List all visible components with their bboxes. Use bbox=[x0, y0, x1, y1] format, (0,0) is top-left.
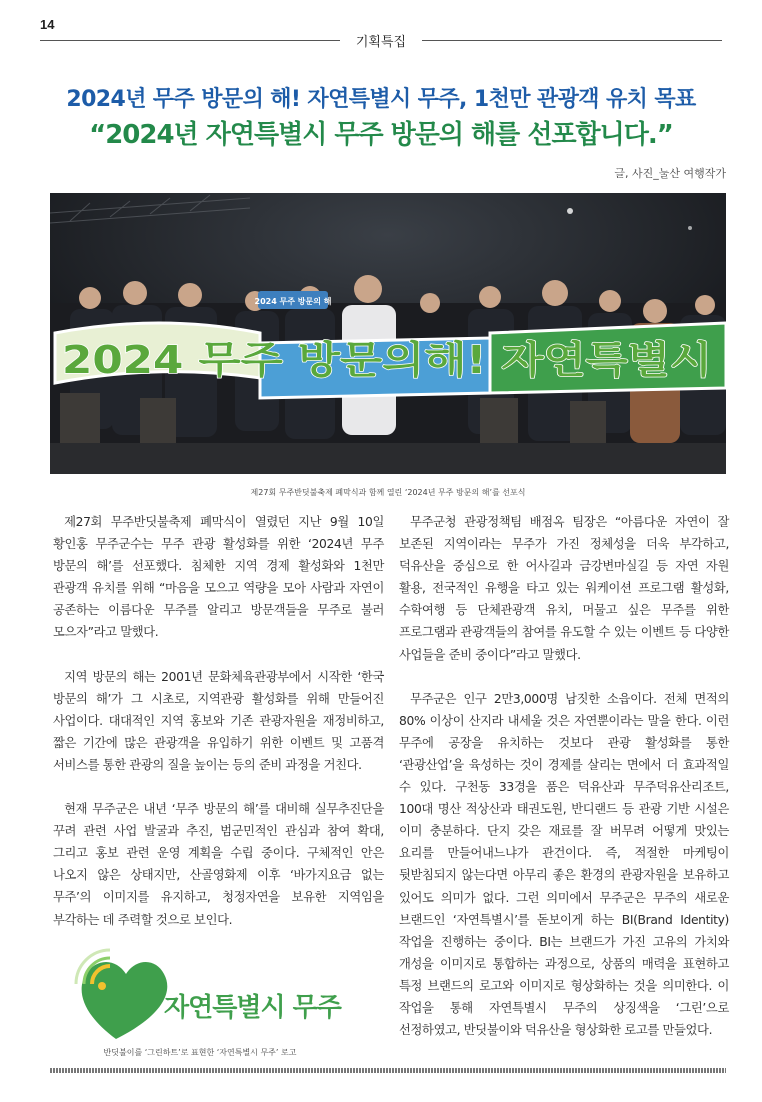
header-rule-left bbox=[40, 40, 340, 41]
article-headline: 2024년 무주 방문의 해! 자연특별시 무주, 1천만 관광객 유치 목표 bbox=[66, 87, 696, 112]
logo-text: 자연특별시 무주 bbox=[164, 993, 341, 1023]
paragraph: 현재 무주군은 내년 ‘무주 방문의 해’를 대비해 실무추진단을 꾸려 관련 사업 발굴과 추진, 범군민적인 관심과 참여 확대, 그리고 홍보 관련 운영 계획을 수립 중이다. 구체적인 안은 나오지 않은 상태지만, 산골영화제 이후 ‘바가지요금 없는 무주’의 이미지를 유지하고, 청정자연을 보유한 지역임을 부각하는 데 주력할 것으로 보인다. bbox=[53, 802, 384, 927]
right-column bbox=[399, 511, 729, 1041]
left-column bbox=[53, 511, 384, 931]
jayeon-teukbyeolsi-logo bbox=[72, 944, 372, 1044]
section-label: 기획특집 bbox=[355, 35, 407, 50]
paragraph: 무주군은 인구 2만3,000명 남짓한 소읍이다. 전체 면적의 80% 이상이 산지라 내세울 것은 자연뿐이라는 말을 한다. 이런 무주에 공장을 유치하는 것보다 관광 활성화를 통한 ‘관광산업’을 육성하는 것이 경제를 살리는 면에서 더 효과적일 수 있다. 구천동 33경을 품은 덕유산과 무주덕유산리조트, 100대 명산 적상산과 태권도원, 반디랜드 등 관광 기반 시설은 이미 충분하다. 단지 갖은 재료를 잘 버무려 어떻게 맛있는 요리를 만들어내느냐가 관건이다. 즉, 적절한 마케팅이 뒷받침되지 않는다면 아무리 좋은 환경의 관광자원을 보유하고 있어도 의미가 없다. 그런 의미에서 무주군은 무주의 새로운 브랜드인 ‘자연특별시’를 돋보이게 하는 BI(Brand Identity) 작업을 진행하는 중이다. BI는 브랜드가 가진 고유의 가치와 개성을 이미지로 통합하는 과정으로, 상품의 매력을 표현하고 특정 브랜드의 로고와 이미지로 형상화하는 것을 의미한다. 이 작업을 통해 자연특별시 무주의 상징색을 ‘그린’으로 선정하였고, 반딧불이와 덕유산을 형상화한 로고를 만들었다. bbox=[399, 691, 729, 1038]
photo-caption: 제27회 무주반딧불축제 폐막식과 함께 열린 ‘2024년 무주 방문의 해’를 선포식 bbox=[250, 488, 526, 497]
footer-rule bbox=[50, 1068, 726, 1073]
ceremony-photo bbox=[50, 193, 726, 474]
paragraph: 제27회 무주반딧불축제 폐막식이 열렸던 지난 9월 10일 황인홍 무주군수는 무주 관광 활성화를 위한 ‘2024년 무주 방문의 해’를 선포했다. 침체한 지역 경제 활성화와 1천만 관광객 유치를 위해 “마음을 모으고 역량을 모아 사람과 자연이 공존하는 이름다운 무주를 알리고 방문객들을 무주로 불러 모으자”라고 말했다. bbox=[53, 515, 384, 640]
header-rule-right bbox=[422, 40, 722, 41]
paragraph: 무주군청 관광정책팀 배점옥 팀장은 “아름다운 자연이 잘 보존된 지역이라는 무주가 가진 정체성을 더욱 부각하고, 덕유산을 중심으로 한 어사길과 금강변마실길 등 자연 자원 활용, 전국적인 유행을 타고 있는 워케이션 프로그램 활성화, 수학여행 등 단체관광객 유치, 머물고 싶은 무주를 위한 프로그램과 관광객들의 참여를 유도할 수 있는 이벤트 등 다양한 사업들을 준비 중이다”라고 말했다. bbox=[399, 515, 729, 662]
photo-banner-text: 2024 무주 방문의 해 bbox=[254, 297, 332, 306]
byline: 글, 사진_눌산 여행작가 bbox=[614, 167, 726, 180]
page-number: 14 bbox=[40, 17, 55, 32]
green-heart-icon bbox=[76, 950, 167, 1039]
article-subheadline: “2024년 자연특별시 무주 방문의 해를 선포합니다.” bbox=[89, 120, 673, 150]
paragraph: 지역 방문의 해는 2001년 문화체육관광부에서 시작한 ‘한국 방문의 해’가 그 시초로, 지역관광 활성화를 위해 만들어진 사업이다. 대대적인 지역 홍보와 기존 관광자원을 재정비하고, 짧은 기간에 많은 관광객을 유입하기 위한 이벤트 및 고품격 서비스를 통한 관광의 질을 높이는 등의 준비 과정을 거친다. bbox=[53, 669, 384, 772]
logo-caption: 반딧불이를 ‘그린하트’로 표현한 ‘자연특별시 무주’ 로고 bbox=[103, 1048, 297, 1057]
photo-sign-text: 2024 무주 방문의해! 자연특별시 bbox=[62, 338, 713, 382]
